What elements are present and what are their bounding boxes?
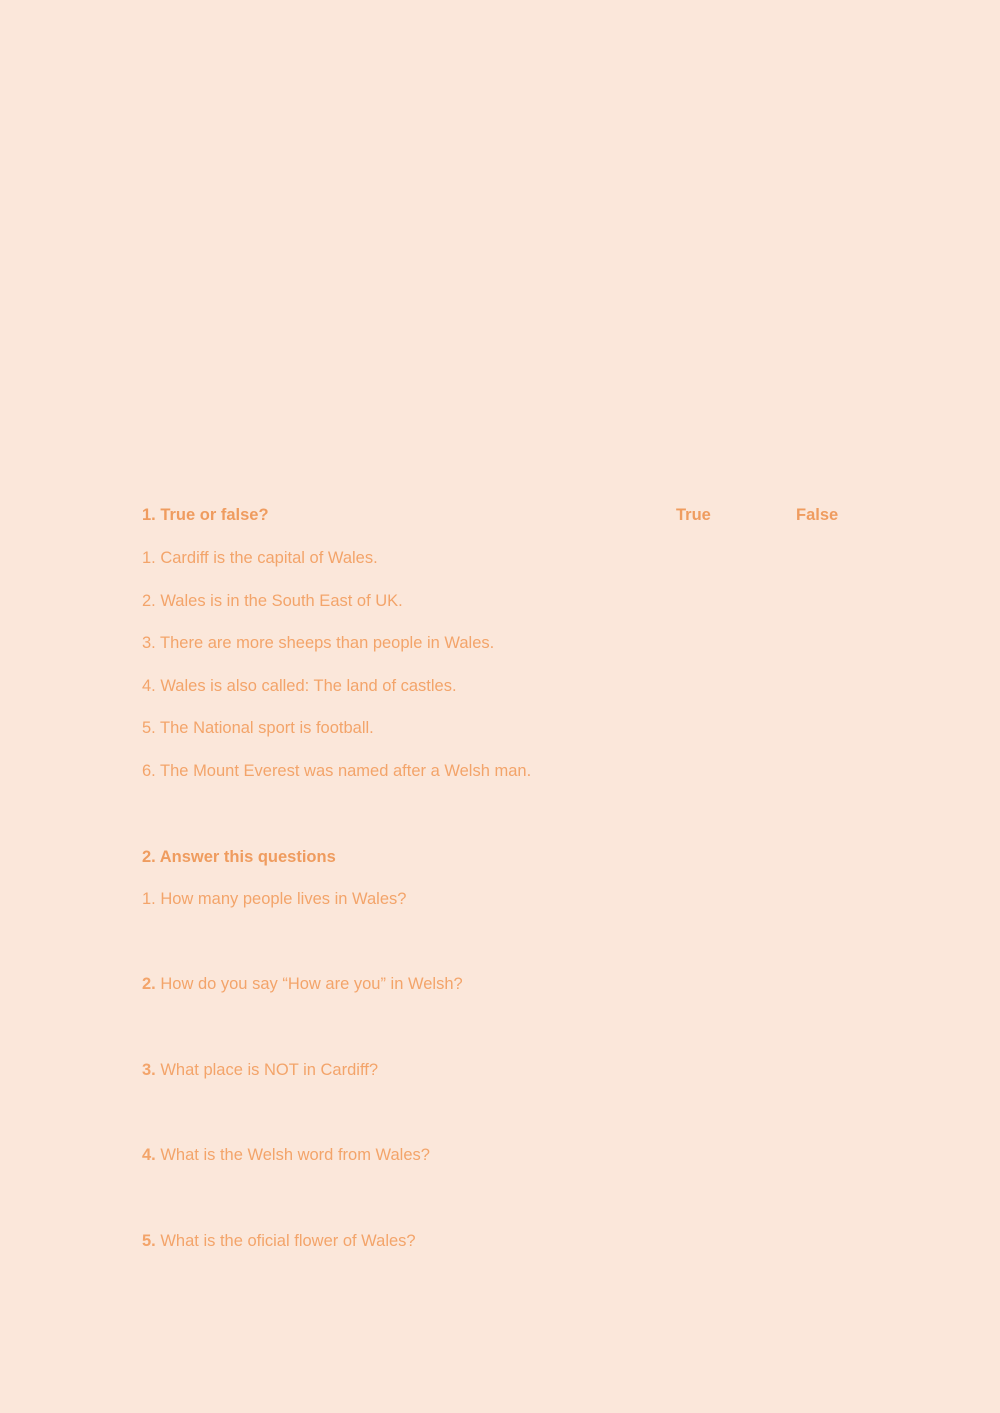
true-column-header: True (676, 506, 711, 524)
statement-2: 2. Wales is in the South East of UK. (142, 592, 403, 610)
question-number: 5. (142, 1232, 156, 1250)
question-5 (142, 1231, 416, 1251)
section2-title: 2. Answer this questions (142, 848, 336, 866)
section1-title: 1. True or false? (142, 506, 269, 524)
statement-3: 3. There are more sheeps than people in Wales. (142, 634, 495, 652)
question-4 (142, 1145, 430, 1165)
question-3 (142, 1060, 378, 1080)
question-text: How do you say “How are you” in Welsh? (155, 975, 463, 993)
statement-4: 4. Wales is also called: The land of castles. (142, 677, 457, 695)
statement-1: 1. Cardiff is the capital of Wales. (142, 549, 378, 567)
question-2 (142, 974, 463, 994)
false-column-header: False (796, 506, 839, 524)
question-text: What is the Welsh word from Wales? (155, 1146, 430, 1164)
question-number: 3. (142, 1061, 156, 1079)
question-text: What place is NOT in Cardiff? (155, 1061, 378, 1079)
question-1 (142, 889, 406, 909)
question-number: 4. (142, 1146, 156, 1164)
question-text: 1. How many people lives in Wales? (142, 890, 407, 908)
statement-5: 5. The National sport is football. (142, 719, 374, 737)
statement-6: 6. The Mount Everest was named after a Welsh man. (142, 762, 532, 780)
question-text: What is the oficial flower of Wales? (155, 1232, 416, 1250)
question-number: 2. (142, 975, 156, 993)
